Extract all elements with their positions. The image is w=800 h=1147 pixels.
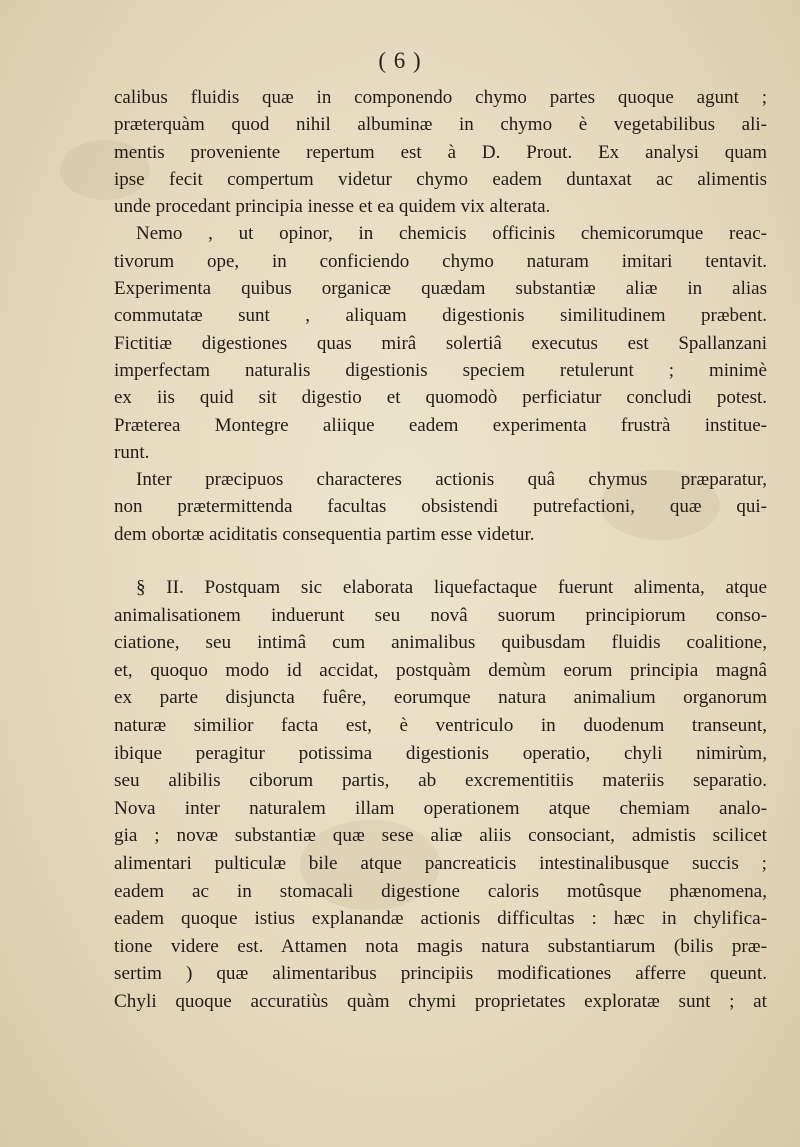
text-line: eadem quoque istius explanandæ actionis difficultas : hæc in chylifica- [114,908,767,930]
text-line: ex iis quid sit digestio et quomodò perficiatur concludi potest. [114,387,767,409]
text-line: ipse fecit compertum videtur chymo eadem duntaxat ac alimentis [114,168,767,190]
text-line: unde procedant principia inesse et ea quidem vix alterata. [114,196,551,218]
text-line: Fictitiæ digestiones quas mirâ solertiâ executus est Spallanzani [114,332,767,354]
text-line: non prætermittenda facultas obsistendi putrefactioni, quæ qui- [114,496,767,518]
text-line: Præterea Montegre aliique eadem experimenta frustrà institue- [114,414,767,436]
text-line: commutatæ sunt , aliquam digestionis similitudinem præbent. [114,305,767,327]
text-line: tivorum ope, in conficiendo chymo naturam imitari tentavit. [114,250,767,272]
text-line: et, quoquo modo id accidat, postquàm demùm eorum principia magnâ [114,659,767,681]
section-2-paragraph [114,574,767,1016]
text-line: imperfectam naturalis digestionis speciem retulerunt ; minimè [114,359,767,381]
page-number: ( 6 ) [378,48,422,73]
text-line: calibus fluidis quæ in componendo chymo partes quoque agunt ; [114,87,767,108]
text-line: runt. [114,441,150,463]
text-line: ciatione, seu intimâ cum animalibus quibusdam fluidis coalitione, [114,632,767,654]
text-line: dem obortæ aciditatis consequentia partim esse videtur. [114,523,535,545]
text-line: seu alibilis ciborum partis, ab excrementitiis materiis separatio. [114,770,767,792]
text-line: Nemo , ut opinor, in chemicis officinis chemicorumque reac- [136,223,767,245]
section-gap [114,548,767,574]
paragraph-1 [114,84,767,220]
text-line: animalisationem induerunt seu novâ suorum principiorum conso- [114,604,767,626]
text-line: § II. Postquam sic elaborata liquefactaque fuerunt alimenta, atque [136,577,767,599]
paragraph-3 [114,466,767,548]
paragraph-2 [114,220,767,466]
text-line: sertim ) quæ alimentaribus principiis modificationes afferre queunt. [114,963,767,985]
text-line: mentis proveniente repertum est à D. Prout. Ex analysi quam [114,141,767,163]
body-text [114,84,767,1016]
text-line: gia ; novæ substantiæ quæ sese aliæ aliis consociant, admistis scilicet [114,825,767,847]
text-line: Chyli quoque accuratiùs quàm chymi proprietates exploratæ sunt ; at [114,990,767,1012]
text-line: Inter præcipuos characteres actionis quâ chymus præparatur, [136,469,767,491]
text-line: Nova inter naturalem illam operationem atque chemiam analo- [114,797,767,819]
text-line: naturæ similior facta est, è ventriculo in duodenum transeunt, [114,715,767,737]
text-line: præterquàm quod nihil albuminæ in chymo è vegetabilibus ali- [114,114,767,136]
text-line: alimentari pulticulæ bile atque pancreaticis intestinalibusque succis ; [114,852,767,874]
text-line: Experimenta quibus organicæ quædam substantiæ aliæ in alias [114,278,767,300]
text-line: eadem ac in stomacali digestione caloris motûsque phænomena, [114,880,767,902]
text-line: tione videre est. Attamen nota magis natura substantiarum (bilis præ- [114,935,767,957]
text-line: ibique peragitur potissima digestionis operatio, chyli nimirùm, [114,742,767,764]
text-line: ex parte disjuncta fuêre, eorumque natura animalium organorum [114,687,767,709]
